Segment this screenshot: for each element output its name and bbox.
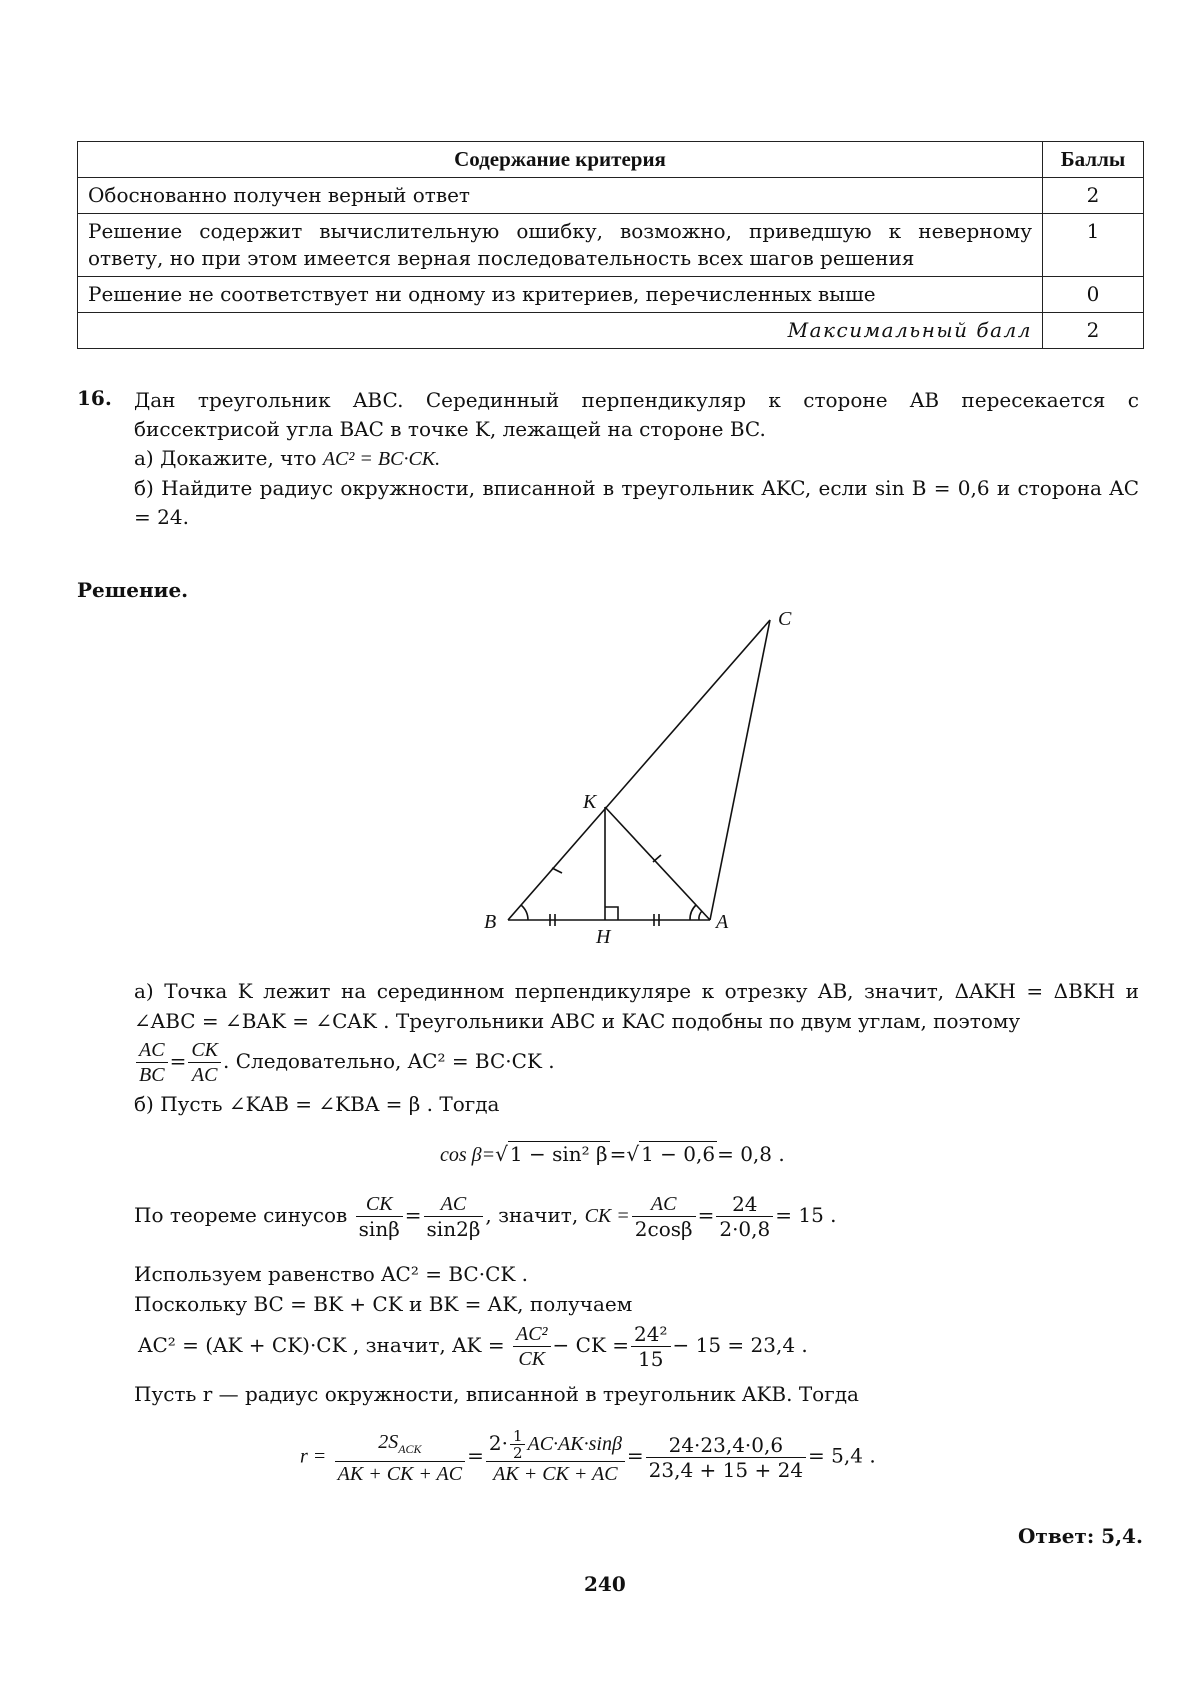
sine-theorem-line: По теореме синусов $\frac{CK}{\sin\beta}$ = $\frac{AC}{\sin 2\beta}$ , значит, CK = $\frac{AC}{2\cos\beta}$ = $\frac{24}{2\cdot 0,8}$ = 15 . [134,1192,837,1241]
fraction-numerator: AC [632,1192,696,1217]
two-dot: 2· [488,1431,508,1455]
part-b-text: б) Пусть ∠KAB = ∠KBA = β . Тогда [134,1092,500,1116]
fraction-denominator: AK + CK + AC [493,1463,618,1485]
fraction-denominator: sinβ [358,1217,400,1241]
use-equality: Используем равенство AC² = BC·CK . [134,1262,529,1286]
fraction [631,1322,670,1371]
tick-bk [552,868,562,873]
fraction [632,1192,696,1241]
part-a-prefix: а) Докажите, что [134,446,317,470]
right-angle-mark [605,907,618,920]
r-formula: r = $\frac{2S_{ACK}}{AK + CK + AC}$ = 2· $\frac{1}{2}$ AC·AK·sinβ AK + CK + AC = $\frac{24\cdot 23,4\cdot 0,6}{23,4 + 15 + 24}$ = 5,4 . [300,1427,876,1485]
fraction [716,1192,773,1241]
sqrt-1: 1 − sin² β [509,1142,608,1166]
table-row [78,277,1144,313]
solution-part-a [134,976,1139,1119]
criteria-table [77,141,1144,349]
page-number: 240 [584,1572,626,1596]
criterion-cell: Решение не соответствует ни одному из критериев, перечисленных выше [78,277,1043,313]
solution-heading: Решение. [77,578,189,602]
ak-mid: − CK = [552,1333,630,1357]
product-terms: AC·AK·sinβ [527,1433,622,1455]
fraction-denominator: AC [191,1064,218,1086]
part-a-conclusion: . Следовательно, AC² = BC·CK . [223,1049,555,1073]
fraction [136,1038,168,1087]
cos-formula: cos β=√ 1 − sin² β =√ 1 − 0,6 = 0,8 . [440,1142,785,1166]
label-a: A [716,911,729,933]
fraction-denominator: sin2β [426,1217,481,1241]
table-header-row [78,142,1144,178]
cos-lhs: cos β= [440,1144,496,1166]
s-letter: 2S [378,1430,399,1453]
table-max-row [78,313,1144,349]
fraction-numerator: 24·23,4·0,6 [646,1433,806,1458]
problem-text: Дан треугольник ABC. Серединный перпендикуляр к стороне AB пересекается с биссектрисой угла BAC в точке K, лежащей на стороне BC. [134,388,1139,441]
fraction-numerator: AC² [513,1322,551,1347]
criterion-cell: Решение содержит вычислительную ошибку, возможно, приведшую к неверному ответу, но при этом имеется верная последовательность всех шагов решения [78,214,1043,277]
half-fraction [510,1428,526,1461]
s-subscript: ACK [398,1441,422,1456]
ak-lhs: AC² = (AK + CK)·CK , значит, AK = [138,1333,505,1357]
r-lhs: r = [300,1445,327,1468]
problem-statement [134,386,1139,532]
angle-a-arc [690,905,696,920]
fraction-numerator: 24 [716,1192,773,1217]
sine-mid: , значит, [485,1203,579,1227]
fraction-denominator: 2cosβ [634,1217,693,1241]
fraction [356,1192,403,1241]
criterion-cell: Обоснованно получен верный ответ [78,178,1043,214]
fraction [513,1322,551,1371]
triangle-figure [470,605,792,948]
angle-a-arc-2 [699,911,702,920]
part-a-text: а) Точка K лежит на серединном перпендикуляре к отрезку AB, значит, ΔAKH = ΔBKH и ∠ABC = ∠BAK = ∠CAK . Треугольники ABC и KAC подобны по двум углам, поэтому [134,979,1139,1033]
half-denominator: 2 [512,1444,523,1462]
fraction [646,1433,806,1482]
fraction-denominator: 2·0,8 [719,1217,771,1241]
let-r-line: Пусть r — радиус окружности, вписанной в треугольник AKB. Тогда [134,1382,859,1406]
fraction-numerator: AC [424,1192,484,1217]
ak-result: − 15 = 23,4 . [672,1333,808,1357]
header-points: Баллы [1043,142,1144,178]
fraction [335,1429,465,1486]
fraction [486,1428,625,1486]
half-numerator: 1 [510,1428,526,1445]
part-b: б) Найдите радиус окружности, вписанной в треугольник AKC, если sin B = 0,6 и сторона AC = 24. [134,476,1139,529]
angle-b-arc [521,905,528,920]
side-ca [710,620,770,920]
max-label: Максимальный балл [78,313,1043,349]
answer: Ответ: 5,4. [1018,1524,1143,1548]
side-bc [508,620,770,920]
points-cell: 1 [1043,214,1144,277]
ak-formula [138,1322,808,1371]
label-c: C [778,608,792,630]
segment-ka [605,807,710,920]
fraction-numerator [335,1429,465,1462]
fraction-numerator [486,1428,625,1462]
since-line: Поскольку BC = BK + CK и BK = AK, получаем [134,1292,633,1316]
fraction-numerator: 24² [631,1322,670,1347]
fraction-denominator: BC [139,1064,165,1086]
points-cell: 0 [1043,277,1144,313]
fraction-denominator: 23,4 + 15 + 24 [648,1457,804,1482]
fraction [188,1038,221,1087]
label-b: B [484,911,497,933]
label-h: H [596,926,611,948]
fraction-numerator: AC [136,1038,168,1063]
label-k: K [583,791,597,813]
fraction-denominator: 15 [638,1347,664,1371]
r-result: = 5,4 . [808,1443,876,1468]
proportion-line: $\frac{AC}{BC}$ = $\frac{CK}{AC}$ . Следовательно, AC² = BC·CK . [134,1038,1139,1087]
max-points: 2 [1043,313,1144,349]
table-row [78,214,1144,277]
fraction-numerator: CK [356,1192,403,1217]
ck-result: = 15 . [775,1203,837,1227]
fraction-denominator: AK + CK + AC [337,1462,463,1485]
problem-number: 16. [77,386,112,410]
sqrt-2: 1 − 0,6 [641,1142,716,1166]
header-criterion: Содержание критерия [78,142,1043,178]
fraction-numerator: CK [188,1038,221,1063]
points-cell: 2 [1043,178,1144,214]
table-row [78,178,1144,214]
part-a-formula: AC² = BC·CK. [322,448,441,470]
fraction [424,1192,484,1241]
fraction-denominator: CK [518,1348,546,1370]
cos-result: = 0,8 . [717,1142,785,1166]
part-a [134,444,1139,474]
ck-lhs: CK = [584,1205,630,1227]
tick-ka [653,855,661,862]
sine-theorem-prefix: По теореме синусов [134,1203,348,1227]
